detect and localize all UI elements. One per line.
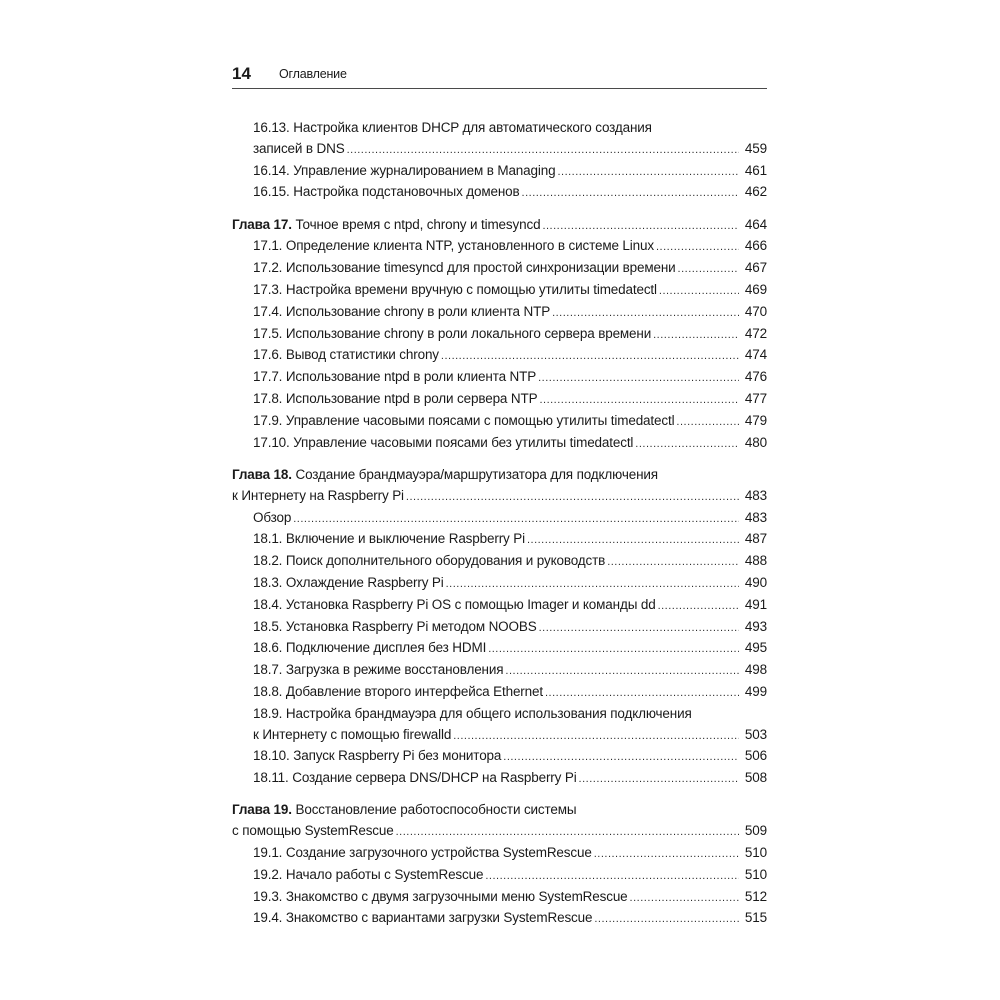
chapter-label: Глава 19.	[232, 802, 292, 818]
entry-title-text: 17.3. Настройка времени вручную с помощью утилиты timedatectl	[253, 282, 657, 298]
toc-section-entry[interactable]	[232, 617, 767, 639]
entry-title	[253, 638, 486, 659]
entry-title-line	[253, 704, 767, 725]
toc-section-entry[interactable]	[232, 389, 767, 411]
dot-leader	[406, 487, 739, 508]
toc-section-entry[interactable]	[232, 682, 767, 704]
entry-title	[253, 746, 501, 767]
entry-page-number: 495	[744, 640, 767, 656]
toc-chapter-entry[interactable]	[232, 800, 767, 843]
entry-title-text: 16.13. Настройка клиентов DHCP для автоматического создания	[253, 120, 652, 135]
entry-title	[253, 433, 633, 454]
dot-leader	[527, 530, 739, 551]
entry-page-number: 459	[744, 140, 767, 156]
entry-title	[232, 215, 540, 236]
entry-title	[253, 508, 291, 529]
entry-title-text: 18.5. Установка Raspberry Pi методом NOOBS	[253, 618, 537, 634]
entry-title-text: 17.6. Вывод статистики chrony	[253, 347, 439, 363]
entry-page-number: 483	[744, 487, 767, 503]
entry-title	[253, 551, 605, 572]
toc-chapter-entry[interactable]	[232, 215, 767, 237]
dot-leader	[396, 822, 739, 843]
entry-page-number: 477	[744, 391, 767, 407]
toc-section-entry[interactable]	[232, 746, 767, 768]
entry-title	[232, 486, 404, 507]
dot-leader	[607, 552, 739, 573]
toc-section-entry[interactable]	[232, 302, 767, 324]
toc-section-entry[interactable]	[232, 236, 767, 258]
dot-leader	[678, 259, 739, 280]
entry-title-text: 17.7. Использование ntpd в роли клиента NTP	[253, 369, 537, 385]
entry-title	[253, 865, 483, 886]
entry-title-text: 19.2. Начало работы с SystemRescue	[253, 866, 484, 882]
entry-title-text: 17.10. Управление часовыми поясами без утилиты timedatectl	[253, 434, 634, 450]
entry-title-text: 17.8. Использование ntpd в роли сервера NTP	[253, 391, 538, 407]
dot-leader	[552, 303, 739, 324]
dot-leader	[522, 183, 739, 204]
entry-page-number: 472	[744, 325, 767, 341]
entry-title-line	[232, 465, 767, 486]
entry-title-text: 18.7. Загрузка в режиме восстановления	[253, 662, 504, 678]
entry-page-number: 503	[744, 726, 767, 742]
entry-title-text: 16.14. Управление журналированием в Managing	[253, 162, 556, 178]
entry-title	[232, 821, 394, 842]
entry-title-line	[232, 800, 767, 821]
entry-page-number: 512	[744, 888, 767, 904]
chapter-label: Глава 17.	[232, 216, 292, 232]
entry-title-text: 17.1. Определение клиента NTP, установленного в системе Linux	[253, 238, 654, 254]
dot-leader	[579, 769, 739, 790]
entry-title	[253, 529, 525, 550]
entry-page-number: 474	[744, 347, 767, 363]
entry-page-number: 515	[744, 910, 767, 926]
entry-page-number: 493	[744, 618, 767, 634]
entry-title	[253, 843, 592, 864]
entry-page-number: 470	[744, 303, 767, 319]
toc-section-entry[interactable]	[232, 508, 767, 530]
entry-title-text: 18.1. Включение и выключение Raspberry Pi	[253, 531, 525, 547]
toc-section-entry[interactable]	[232, 573, 767, 595]
entry-title	[253, 345, 439, 366]
entry-title	[253, 236, 654, 257]
dot-leader	[656, 237, 739, 258]
toc-section-entry[interactable]	[232, 704, 767, 747]
entry-title-text: 18.6. Подключение дисплея без HDMI	[253, 640, 487, 656]
entry-title-text: 18.11. Создание сервера DNS/DHCP на Raspberry Pi	[253, 770, 577, 786]
entry-title-text: 18.8. Добавление второго интерфейса Ethernet	[253, 683, 543, 699]
running-head: Оглавление	[279, 67, 347, 81]
entry-page-number: 462	[744, 184, 767, 200]
entry-page-number: 480	[744, 434, 767, 450]
entry-title-text: с помощью SystemRescue	[232, 823, 394, 839]
dot-leader	[488, 639, 739, 660]
toc-section-entry[interactable]	[232, 843, 767, 865]
entry-title-text: 18.10. Запуск Raspberry Pi без монитора	[253, 748, 502, 764]
dot-leader	[545, 683, 739, 704]
toc-section-entry[interactable]	[232, 908, 767, 930]
entry-page-number: 510	[744, 845, 767, 860]
toc-section-entry[interactable]	[232, 551, 767, 573]
toc-section-entry[interactable]	[232, 638, 767, 660]
toc-section-entry[interactable]	[232, 768, 767, 790]
entry-page-number: 476	[744, 369, 767, 385]
toc-chapter-entry[interactable]	[232, 465, 767, 508]
entry-page-number: 487	[744, 531, 767, 547]
entry-title	[253, 573, 444, 594]
entry-title-text: 17.2. Использование timesyncd для простой синхронизации времени	[253, 260, 676, 276]
dot-leader	[503, 747, 739, 768]
entry-title-text: 17.9. Управление часовыми поясами с помощью утилиты timedatectl	[253, 412, 675, 428]
entry-title-text: 18.9. Настройка брандмауэра для общего использования подключения	[253, 705, 692, 721]
entry-page-number: 467	[744, 260, 767, 276]
entry-title	[253, 660, 503, 681]
entry-page-number: 479	[744, 412, 767, 428]
entry-page-number: 508	[744, 770, 767, 786]
entry-title-text: Точное время с ntpd, chrony и timesyncd	[291, 216, 541, 232]
entry-title	[253, 725, 451, 746]
entry-page-number: 509	[744, 823, 767, 839]
entry-page-number: 461	[744, 162, 767, 178]
entry-title-text: 17.4. Использование chrony в роли клиента NTP	[253, 303, 551, 319]
entry-title-text: 18.3. Охлаждение Raspberry Pi	[253, 574, 444, 590]
entry-title-text: 17.5. Использование chrony в роли локального сервера времени	[253, 325, 652, 341]
entry-title	[253, 139, 345, 160]
dot-leader	[453, 726, 739, 747]
entry-title	[253, 258, 676, 279]
entry-title-text: 19.4. Знакомство с вариантами загрузки SystemRescue	[253, 910, 593, 926]
entry-title	[253, 324, 651, 345]
toc-section-entry[interactable]	[232, 595, 767, 617]
entry-page-number: 506	[744, 748, 767, 764]
dot-leader	[557, 162, 739, 183]
entry-page-number: 488	[744, 553, 767, 569]
entry-title	[253, 411, 674, 432]
entry-title-text: 18.2. Поиск дополнительного оборудования и руководств	[253, 553, 606, 569]
page-header	[232, 60, 767, 89]
toc-section-entry[interactable]	[232, 280, 767, 302]
dot-leader	[539, 390, 739, 411]
toc-section-entry[interactable]	[232, 182, 767, 204]
dot-leader	[485, 866, 739, 887]
toc-section-entry[interactable]	[232, 161, 767, 183]
entry-title	[253, 617, 537, 638]
dot-leader	[653, 325, 739, 346]
entry-page-number: 510	[744, 866, 767, 882]
entry-title-text: к Интернету с помощью firewalld	[253, 726, 452, 742]
toc-section-entry[interactable]	[232, 887, 767, 909]
dot-leader	[539, 618, 739, 639]
dot-leader	[659, 281, 739, 302]
dot-leader	[542, 216, 739, 237]
dot-leader	[594, 909, 739, 930]
toc-section-entry[interactable]	[232, 411, 767, 433]
entry-title	[253, 182, 520, 203]
dot-leader	[505, 661, 739, 682]
table-of-contents	[232, 118, 767, 930]
entry-title	[253, 887, 628, 908]
dot-leader	[658, 596, 739, 617]
entry-title	[253, 280, 657, 301]
entry-title-text: Восстановление работоспособности системы	[291, 802, 577, 818]
entry-page-number: 469	[744, 282, 767, 298]
entry-title-text: 16.15. Настройка подстановочных доменов	[253, 184, 520, 200]
entry-page-number: 490	[744, 574, 767, 590]
entry-title-text: 19.3. Знакомство с двумя загрузочными меню SystemRescue	[253, 888, 628, 904]
entry-title	[253, 768, 577, 789]
entry-page-number: 499	[744, 683, 767, 699]
entry-title	[253, 367, 536, 388]
entry-page-number: 464	[744, 216, 767, 232]
toc-section-entry[interactable]	[232, 529, 767, 551]
entry-page-number: 491	[744, 596, 767, 612]
toc-section-entry[interactable]	[232, 118, 767, 161]
entry-title-text: 18.4. Установка Raspberry Pi OS с помощью Imager и команды dd	[253, 596, 656, 612]
dot-leader	[441, 346, 739, 367]
dot-leader	[635, 434, 739, 455]
toc-section-entry[interactable]	[232, 433, 767, 455]
entry-title-line	[253, 118, 767, 139]
toc-section-entry[interactable]	[232, 258, 767, 280]
toc-section-entry[interactable]	[232, 865, 767, 887]
entry-title-text: 19.1. Создание загрузочного устройства SystemRescue	[253, 845, 592, 860]
dot-leader	[538, 368, 739, 389]
entry-title-text: записей в DNS	[253, 140, 345, 156]
entry-title	[253, 302, 550, 323]
entry-title-text: к Интернету на Raspberry Pi	[232, 487, 404, 503]
entry-title	[253, 595, 656, 616]
dot-leader	[347, 140, 739, 161]
toc-section-entry[interactable]	[232, 367, 767, 389]
page-number: 14	[232, 64, 251, 83]
entry-title-text: Создание брандмауэра/маршрутизатора для подключения	[291, 466, 658, 482]
entry-title	[253, 682, 543, 703]
entry-title	[253, 389, 537, 410]
toc-section-entry[interactable]	[232, 324, 767, 346]
dot-leader	[594, 844, 739, 865]
entry-page-number: 483	[744, 509, 767, 525]
dot-leader	[293, 509, 739, 530]
entry-page-number: 466	[744, 238, 767, 254]
toc-section-entry[interactable]	[232, 660, 767, 682]
dot-leader	[630, 888, 739, 909]
chapter-label: Глава 18.	[232, 466, 292, 482]
entry-title	[253, 908, 592, 929]
entry-title	[253, 161, 555, 182]
toc-section-entry[interactable]	[232, 345, 767, 367]
entry-title-text: Обзор	[253, 509, 292, 525]
dot-leader	[676, 412, 739, 433]
dot-leader	[446, 574, 739, 595]
entry-page-number: 498	[744, 662, 767, 678]
